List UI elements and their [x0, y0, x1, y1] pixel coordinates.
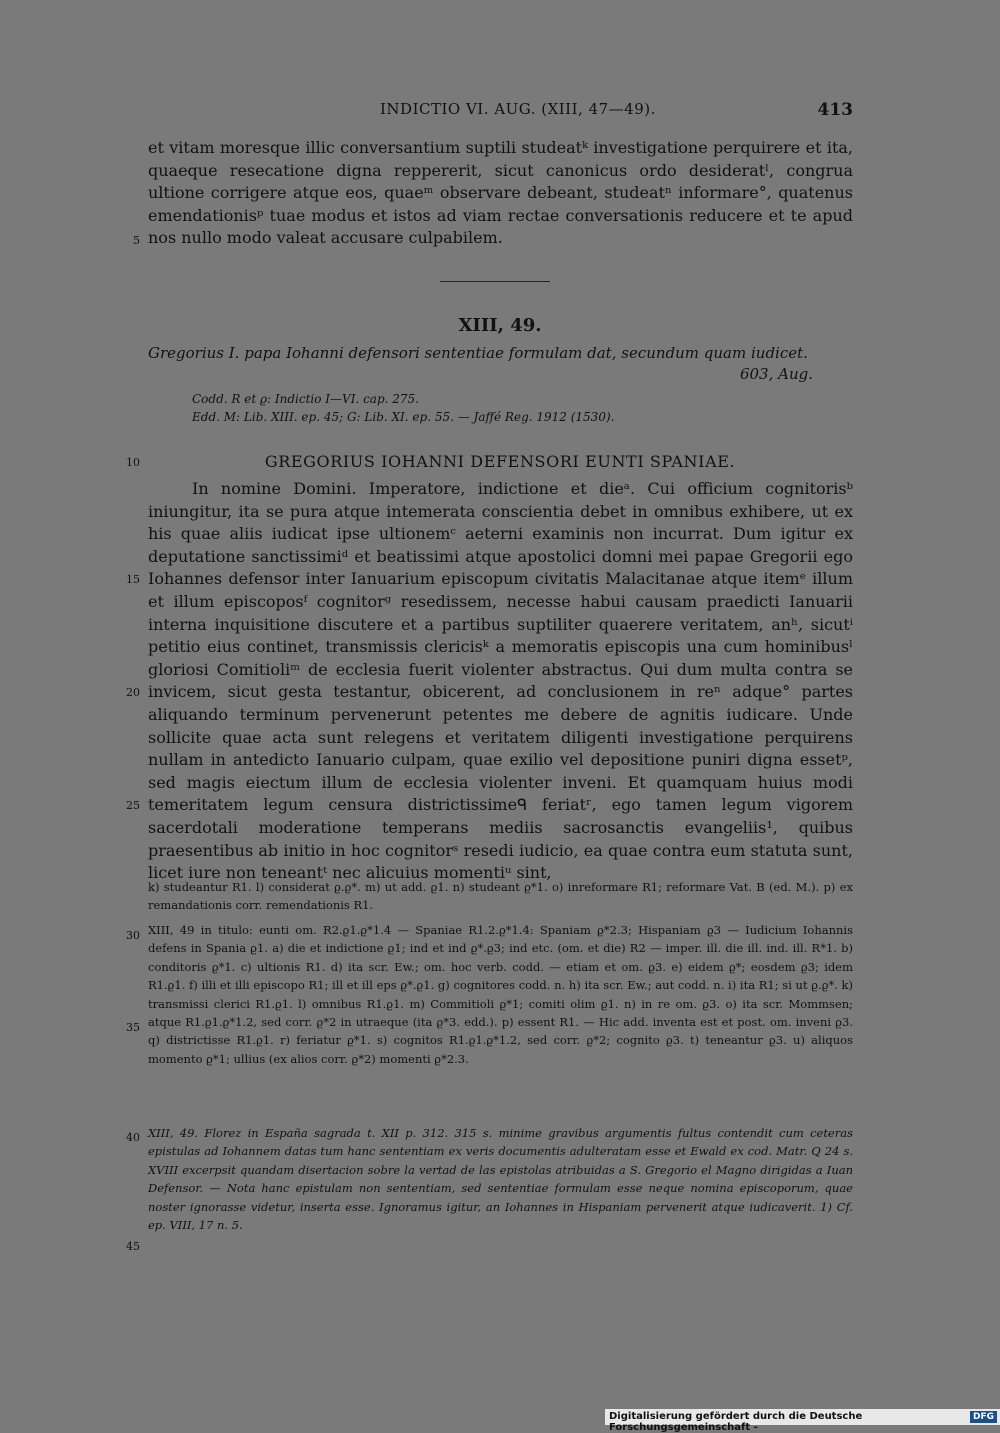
page-number: 413	[817, 100, 853, 120]
letter-date: 603, Aug.	[739, 365, 813, 383]
apparatus-letter	[148, 921, 853, 1068]
editions-line: Edd. M: Lib. XIII. ep. 45; G: Lib. XI. ep. 55. — Jaffé Reg. 1912 (1530).	[192, 410, 615, 424]
codices-line: Codd. R et ϱ: Indictio I—VI. cap. 275.	[192, 392, 419, 406]
commentary-text: XIII, 49. Florez in España sagrada t. XII p. 312. 315 s. minime gravibus argumentis fultus contendit cum ceteras epistulas ad Iohannem datas tum hanc sententiam ex veris documentis adulteratam esse et Ewald ex cod. Matr. Q 24 s. XVIII excerpsit quandam disertacion sobre la vertad de las epistolas atribuidas a S. Gregorio el Magno dirigidas a Iuan Defensor. — Nota hanc epistulam non sententiam, sed sententiae formulam esse neque nomina episcoporum, quae noster ignorasse videtur, inserta esse. Ignoramus igitur, an Iohannes in Hispaniam pervenerit atque iudicaverit. 1) Cf. ep. VIII, 17 n. 5.	[148, 1126, 853, 1233]
funding-text: Digitalisierung gefördert durch die Deutsche Forschungsgemeinschaft -	[609, 1411, 863, 1433]
line-number: 5	[133, 234, 140, 247]
letter-summary	[148, 343, 853, 383]
line-number: 40	[126, 1131, 140, 1144]
line-number: 45	[126, 1240, 140, 1253]
page-header	[148, 100, 853, 126]
commentary-note	[148, 1124, 853, 1234]
letter-number: XIII, 49.	[458, 315, 542, 336]
letter-salutation: GREGORIUS IOHANNI DEFENSORI EUNTI SPANIAE.	[264, 452, 736, 471]
running-head: INDICTIO VI. AUG. (XIII, 47—49).	[380, 100, 656, 118]
line-number: 30	[126, 929, 140, 942]
apparatus-letter-text: XIII, 49 in titulo: eunti om. R2.ϱ1.ϱ*1.4 — Spaniae R1.2.ϱ*1.4: Spaniam ϱ*2.3; Hispaniam ϱ3 — Iudicium Iohannis defens in Spania ϱ1. a) die et indictione ϱ1; ind et ind ϱ*.ϱ3; ind etc. (om. et die) R2 — imper. ill. die ill. ind. ill. R*1. b) conditoris ϱ*1. c) ultionis R1. d) ita scr. Ew.; om. hoc verb. codd. — etiam et om. ϱ3. e) eidem ϱ*; eosdem ϱ3; idem R1.ϱ1. f) illi et illi episcopo R1; ill et ill eps ϱ*.ϱ1. g) cognitores codd. n. h) ita scr. Ew.; aut codd. n. i) ita R1; si ut ϱ.ϱ*. k) transmissi clerici R1.ϱ1. l) omnibus R1.ϱ1. m) Commitioli ϱ*1; comiti olim ϱ1. n) in re om. ϱ3. o) ita scr. Mommsen; atque R1.ϱ1.ϱ*1.2, sed corr. ϱ*2 in utraeque (ita ϱ*3. edd.). p) essent R1. — Hic add. inventa est et post. om. inveni ϱ3. q) districtisse R1.ϱ1. r) feriatur ϱ*1. s) cognitos R1.ϱ1.ϱ*1.2, sed corr. ϱ*2; cognito ϱ3. t) teneantur ϱ3. u) aliquos momento ϱ*1; ullius (ex alios corr. ϱ*2) momenti ϱ*2.3.	[148, 923, 853, 1066]
apparatus-previous-text: k) studeantur R1. l) considerat ϱ.ϱ*. m) ut add. ϱ1. n) studeant ϱ*1. o) inreformare R1; reformare Vat. B (ed. M.). p) ex remandationis corr. remendationis R1.	[148, 880, 853, 913]
letter-body	[148, 478, 853, 885]
funding-footer	[605, 1409, 1000, 1433]
letter-body-text: In nomine Domini. Imperatore, indictione et dieᵃ. Cui officium cognitorisᵇ iniungitur, ita se pura atque intemerata conscientia debet in omnibus exhibere, ut ex his quae aliis iudicat ipse ultionemᶜ aeterni examinis non incurrat. Dum igitur ex deputatione sanctissimiᵈ et beatissimi atque apostolici domni mei papae Gregorii ego Iohannes defensor inter Ianuarium episcopum civitatis Malacitanae atque itemᵉ illum et illum episcoposᶠ cognitorᵍ resedissem, necesse habui causam praedicti Ianuarii interna inquisitione discutere et a partibus suptiliter quaerere veritatem, anʰ, sicutⁱ petitio eius continet, transmissis clericisᵏ a memoratis episcopis una cum hominibusˡ gloriosi Comitioliᵐ de ecclesia fuerit violenter abstractus. Qui dum multa contra se invicem, sicut gesta testantur, obicerent, ad conclusionem in reⁿ adque° partes aliquando terminum pervenerunt petentes me debere de agnitis iudicare. Unde sollicite quae acta sunt relegens et veritatem diligenti investigatione perquirens nullam in antedicto Ianuario culpam, quae exilio vel depositione puniri digna essetᵖ, sed magis eiectum illum de ecclesia violenter inveni. Et quamquam huius modi temeritatem legum censura districtissimeᑫ feriatʳ, ego tamen legum vigorem sacerdotali moderatione temperans mediis sacrosanctis evangeliis¹, quibus praesentibus ab initio in hoc cognitorˢ resedi iudicio, ea quae contra eum statuta sunt, licet iure non teneantᵗ nec alicuius momentiᵘ sint,	[148, 479, 853, 883]
line-number: 25	[126, 799, 140, 812]
section-divider	[440, 281, 550, 282]
line-number: 15	[126, 573, 140, 586]
apparatus-previous	[148, 878, 853, 915]
dfg-logo: DFG	[970, 1411, 997, 1423]
line-number: 20	[126, 686, 140, 699]
line-number: 35	[126, 1021, 140, 1034]
preceding-letter-ending: et vitam moresque illic conversantium suptili studeatᵏ investigatione perquirere et ita, quaeque resecatione digna reppererit, sicut canonicus ordo desideratˡ, congrua ultione corrigere atque eos, quaeᵐ observare debeant, studeatⁿ informare°, quatenus emendationisᵖ tuae modus et istos ad viam rectae conversationis reducere et te apud nos nullo modo valeat accusare culpabilem.	[148, 138, 853, 248]
line-number: 10	[126, 456, 140, 469]
summary-text: Gregorius I. papa Iohanni defensori sententiae formulam dat, secundum quam iudicet.	[148, 344, 808, 362]
